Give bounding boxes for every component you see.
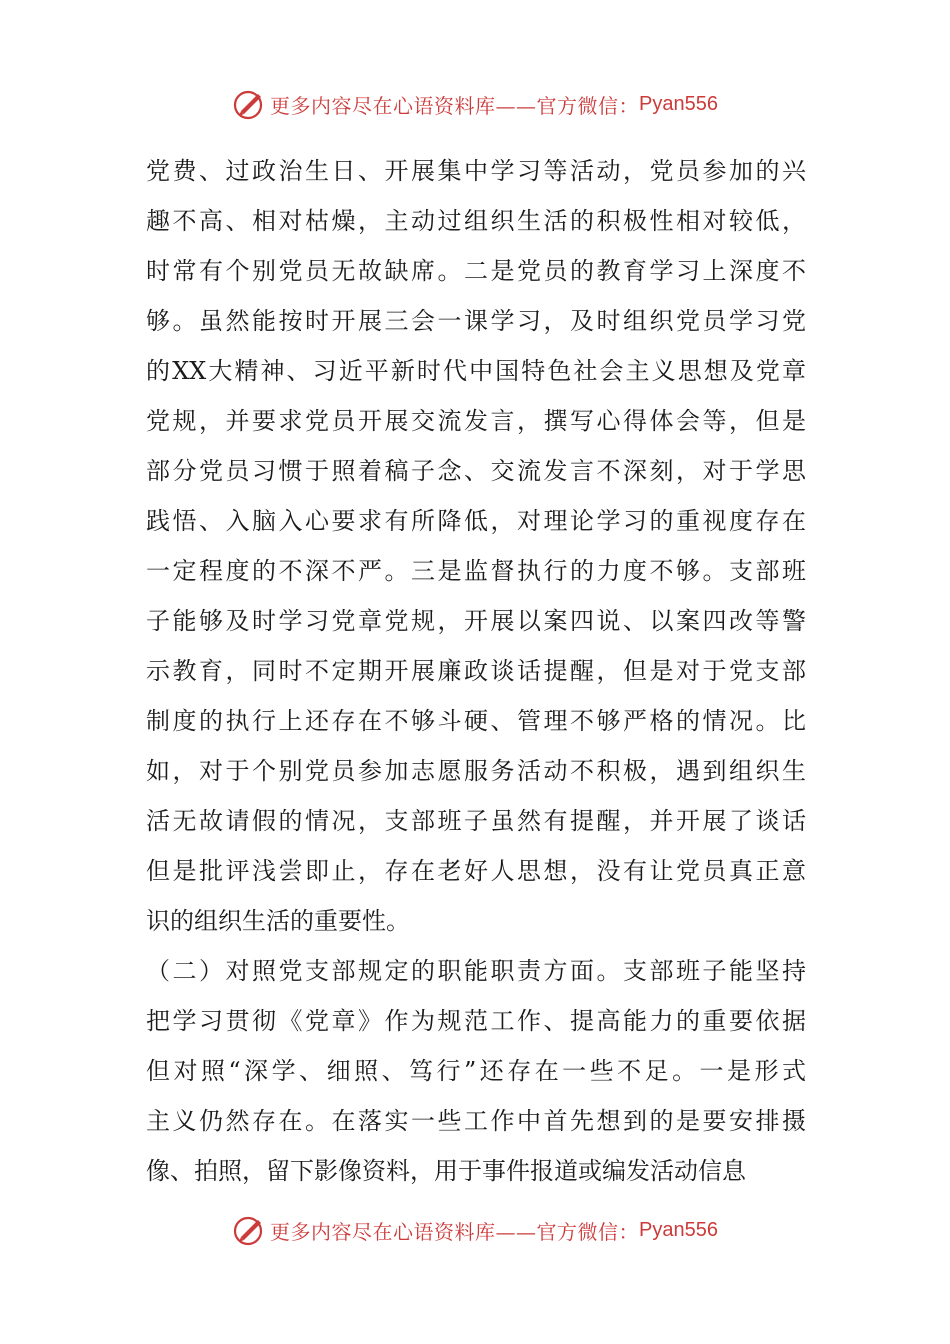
text-line: 子能够及时学习党章党规，开展以案四说、以案四改等警	[146, 607, 806, 635]
text-line: 够。虽然能按时开展三会一课学习，及时组织党员学习党	[146, 307, 806, 335]
pen-logo-icon	[232, 1213, 266, 1247]
text-line: 一定程度的不深不严。三是监督执行的力度不够。支部班	[146, 557, 806, 585]
text-line: 时常有个别党员无故缺席。二是党员的教育学习上深度不	[146, 257, 806, 285]
banner-text: 更多内容尽在心语资料库——官方微信：	[270, 1219, 640, 1244]
text-line: 如，对于个别党员参加志愿服务活动不积极，遇到组织生	[146, 757, 806, 785]
text-line: 把学习贯彻《党章》作为规范工作、提高能力的重要依据	[146, 1007, 806, 1035]
document-body	[146, 146, 806, 1196]
text-line: 活无故请假的情况，支部班子虽然有提醒，并开展了谈话	[146, 807, 806, 835]
banner-wechat-id: Pyan556	[639, 1218, 718, 1241]
text-line: （二）对照党支部规定的职能职责方面。支部班子能坚持	[146, 957, 806, 985]
footer-banner	[0, 1210, 950, 1250]
text-line: 示教育，同时不定期开展廉政谈话提醒，但是对于党支部	[146, 657, 806, 685]
text-line: 部分党员习惯于照着稿子念、交流发言不深刻，对于学思	[146, 457, 806, 485]
text-line: 党规，并要求党员开展交流发言，撰写心得体会等，但是	[146, 407, 806, 435]
text-line: 党费、过政治生日、开展集中学习等活动，党员参加的兴	[146, 157, 806, 185]
text-line: 制度的执行上还存在不够斗硬、管理不够严格的情况。比	[146, 707, 806, 735]
banner-text: 更多内容尽在心语资料库——官方微信：	[270, 93, 640, 118]
pen-logo-icon	[232, 87, 266, 121]
text-line: 像、拍照，留下影像资料，用于事件报道或编发活动信息	[146, 1157, 746, 1185]
text-line: 主义仍然存在。在落实一些工作中首先想到的是要安排摄	[146, 1107, 806, 1135]
text-line: 践悟、入脑入心要求有所降低，对理论学习的重视度存在	[146, 507, 806, 535]
text-line: 但对照“深学、细照、笃行”还存在一些不足。一是形式	[146, 1057, 806, 1085]
banner-wechat-id: Pyan556	[639, 92, 718, 115]
text-line: 但是批评浅尝即止，存在老好人思想，没有让党员真正意	[146, 857, 806, 885]
text-line: 趣不高、相对枯燥，主动过组织生活的积极性相对较低，	[146, 207, 806, 235]
header-banner	[0, 84, 950, 124]
text-line: 识的组织生活的重要性。	[146, 907, 410, 935]
text-line: 的XX大精神、习近平新时代中国特色社会主义思想及党章	[146, 357, 806, 385]
